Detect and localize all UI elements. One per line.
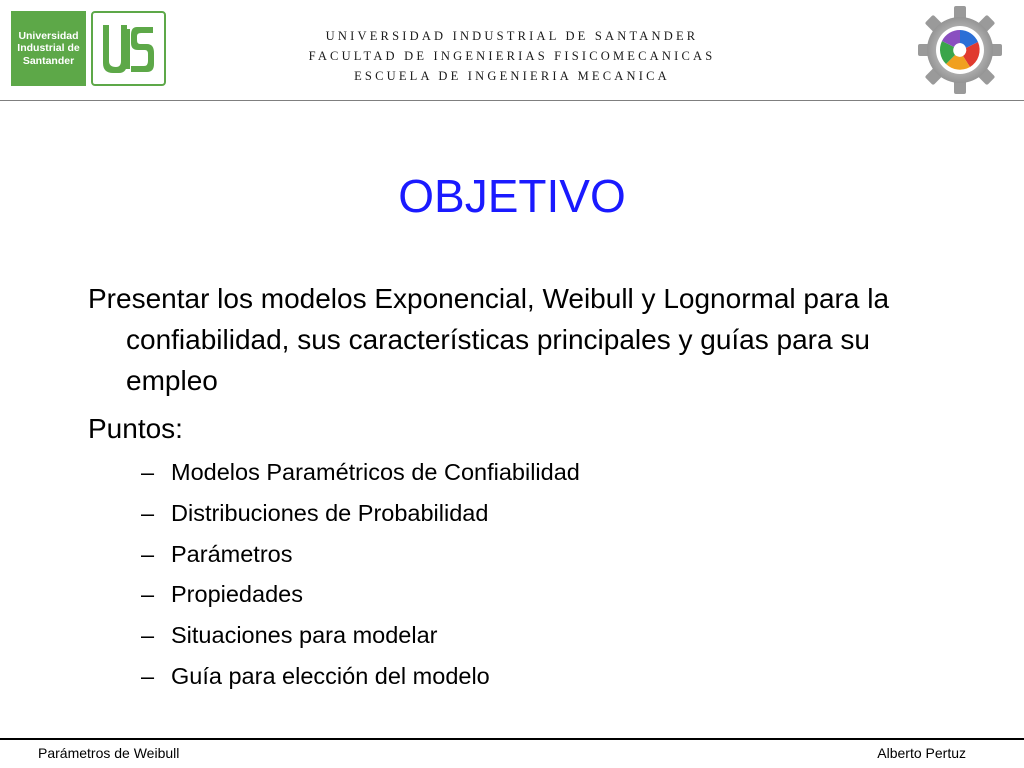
footer-presentation-title: Parámetros de Weibull — [38, 745, 180, 761]
uis-emblem-logo — [91, 11, 166, 86]
points-list — [88, 452, 948, 697]
header-line-school: ESCUELA DE INGENIERIA MECANICA — [354, 69, 670, 83]
objective-paragraph: Presentar los modelos Exponencial, Weibull y Lognormal para la confiabilidad, sus características principales y guías para su empleo — [88, 283, 890, 396]
point-text: Parámetros — [171, 540, 293, 567]
dash-bullet: – — [141, 581, 155, 608]
list-item — [141, 656, 948, 697]
header-line-faculty: FACULTAD DE INGENIERIAS FISICOMECANICAS — [308, 49, 716, 63]
point-text: Guía para elección del modelo — [171, 662, 490, 689]
uis-emblem-icon — [93, 13, 164, 84]
list-item — [141, 574, 948, 615]
dash-bullet: – — [141, 540, 155, 567]
dash-bullet: – — [141, 499, 155, 526]
list-item — [141, 615, 948, 656]
footer-author: Alberto Pertuz — [877, 745, 966, 761]
slide-header — [0, 0, 1024, 100]
dash-bullet: – — [141, 459, 155, 485]
slide-content — [88, 278, 948, 697]
slide-title: OBJETIVO — [398, 170, 626, 222]
footer-divider — [0, 738, 1024, 740]
list-item — [141, 534, 948, 575]
point-text: Distribuciones de Probabilidad — [171, 499, 489, 526]
dash-bullet: – — [141, 622, 155, 649]
header-line-university: UNIVERSIDAD INDUSTRIAL DE SANTANDER — [325, 29, 699, 43]
point-text: Propiedades — [171, 581, 303, 608]
institution-header — [200, 26, 824, 86]
logo-text-line-3: Santander — [22, 54, 75, 67]
mechanical-school-gear-logo — [918, 4, 1002, 96]
logo-text-line-1: Universidad — [18, 29, 79, 42]
list-item — [141, 493, 948, 534]
header-divider — [0, 100, 1024, 101]
uis-wordmark-logo — [11, 11, 86, 86]
dash-bullet: – — [141, 662, 155, 689]
point-text: Situaciones para modelar — [171, 622, 438, 649]
logo-text-line-2: Industrial de — [17, 42, 80, 55]
point-text: Modelos Paramétricos de Confiabilidad — [171, 459, 580, 485]
list-item — [141, 452, 948, 493]
points-label: Puntos: — [88, 413, 183, 444]
